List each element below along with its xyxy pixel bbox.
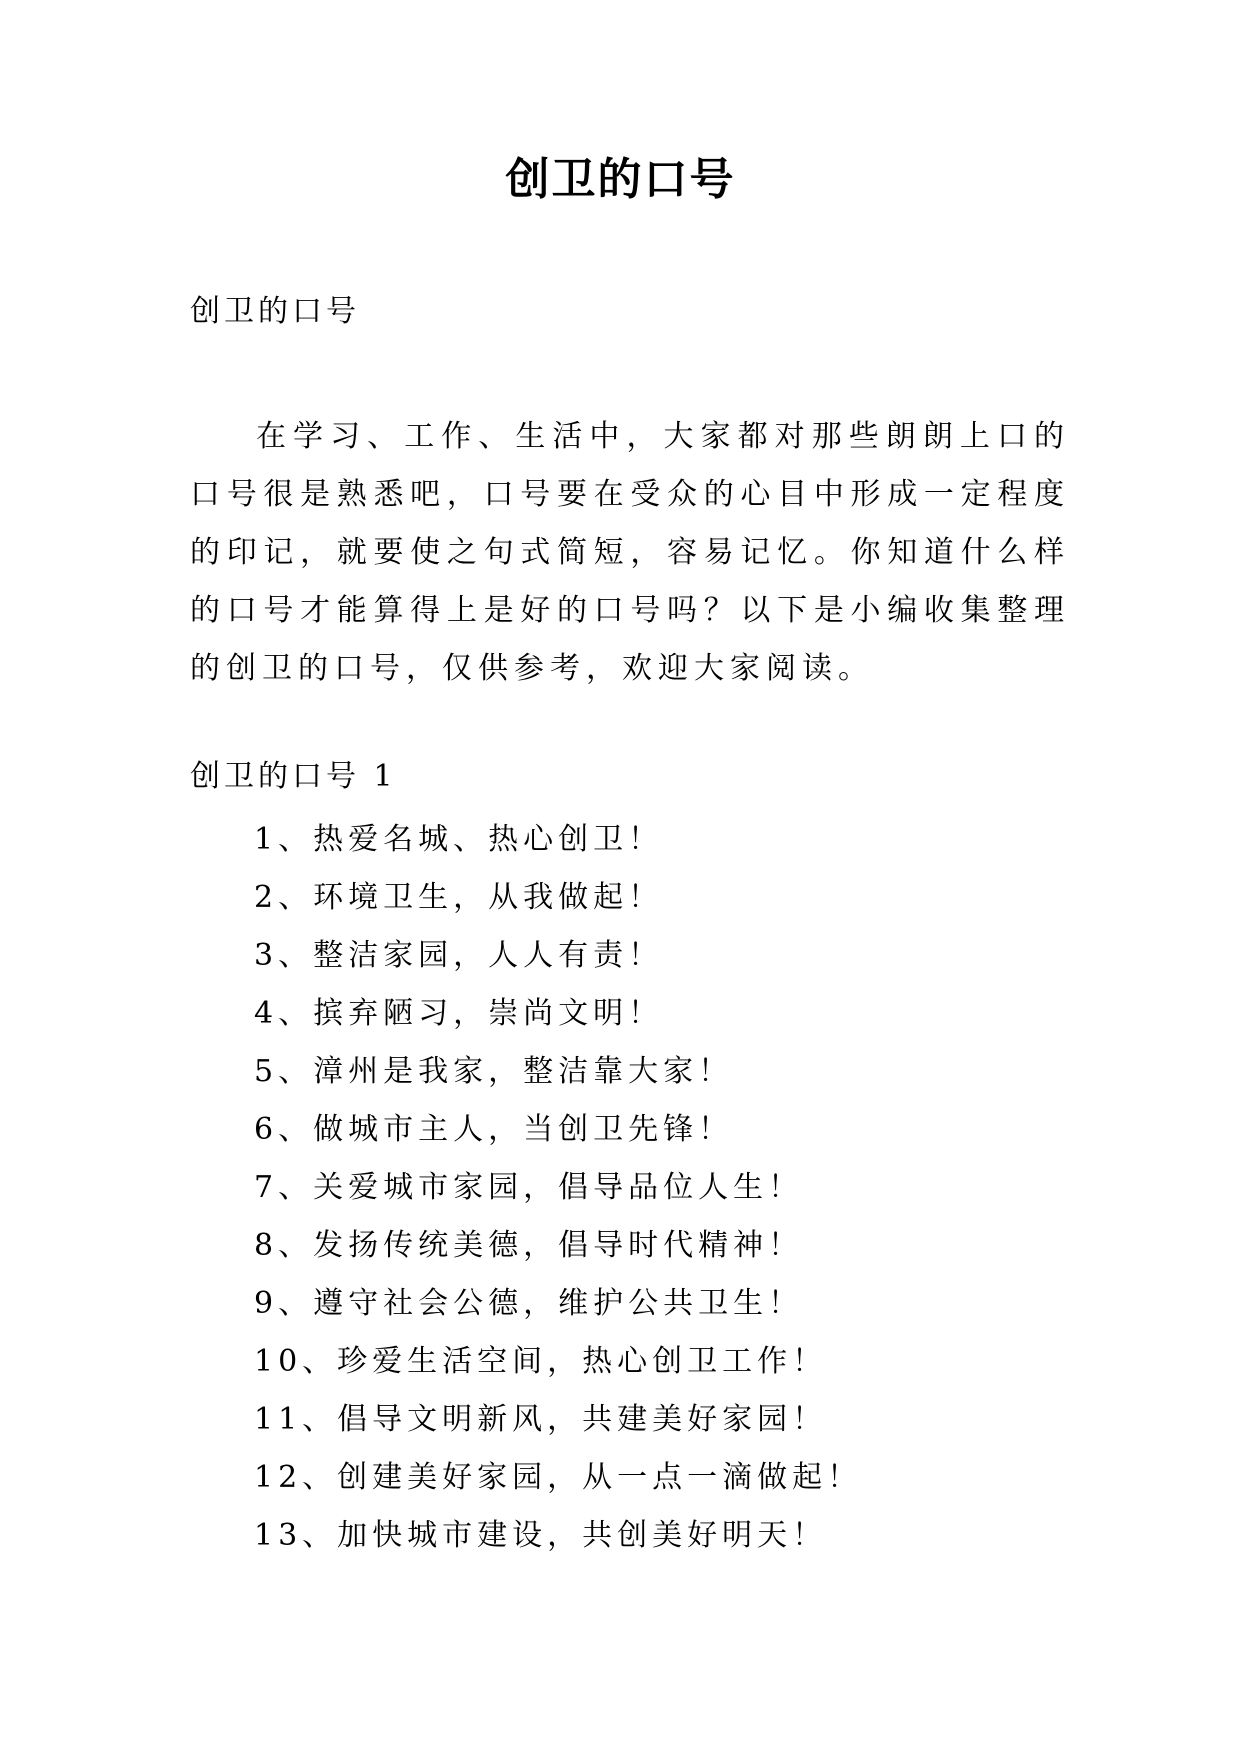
slogan-item: 3、整洁家园，人人有责！ — [254, 938, 664, 973]
slogan-item: 12、创建美好家园，从一点一滴做起！ — [254, 1460, 863, 1495]
slogan-list — [254, 818, 862, 1572]
slogan-item: 11、倡导文明新风，共建美好家园！ — [254, 1402, 828, 1437]
slogan-item: 1、热爱名城、热心创卫！ — [254, 822, 664, 857]
document-title: 创卫的口号 — [505, 154, 736, 205]
slogan-item: 5、漳州是我家，整洁靠大家！ — [254, 1054, 734, 1089]
slogan-item: 7、关爱城市家园，倡导品位人生！ — [254, 1170, 804, 1205]
slogan-item: 6、做城市主人，当创卫先锋！ — [254, 1112, 734, 1147]
section-heading: 创卫的口号 1 — [190, 759, 397, 794]
intro-paragraph: 在学习、工作、生活中，大家都对那些朗朗上口的口号很是熟悉吧，口号要在受众的心目中形成一定程度的印记，就要使之句式简短，容易记忆。你知道什么样的口号才能算得上是好的口号吗？以下是小编收集整理的创卫的口号，仅供参考，欢迎大家阅读。 — [190, 419, 1070, 686]
slogan-item: 8、发扬传统美德，倡导时代精神！ — [254, 1228, 804, 1263]
slogan-item: 13、加快城市建设，共创美好明天！ — [254, 1518, 828, 1553]
slogan-item: 4、摈弃陋习，崇尚文明！ — [254, 996, 664, 1031]
document-subtitle: 创卫的口号 — [190, 294, 360, 329]
slogan-item: 10、珍爱生活空间，热心创卫工作！ — [254, 1344, 828, 1379]
slogan-item: 9、遵守社会公德，维护公共卫生！ — [254, 1286, 804, 1321]
slogan-item: 2、环境卫生，从我做起！ — [254, 880, 664, 915]
